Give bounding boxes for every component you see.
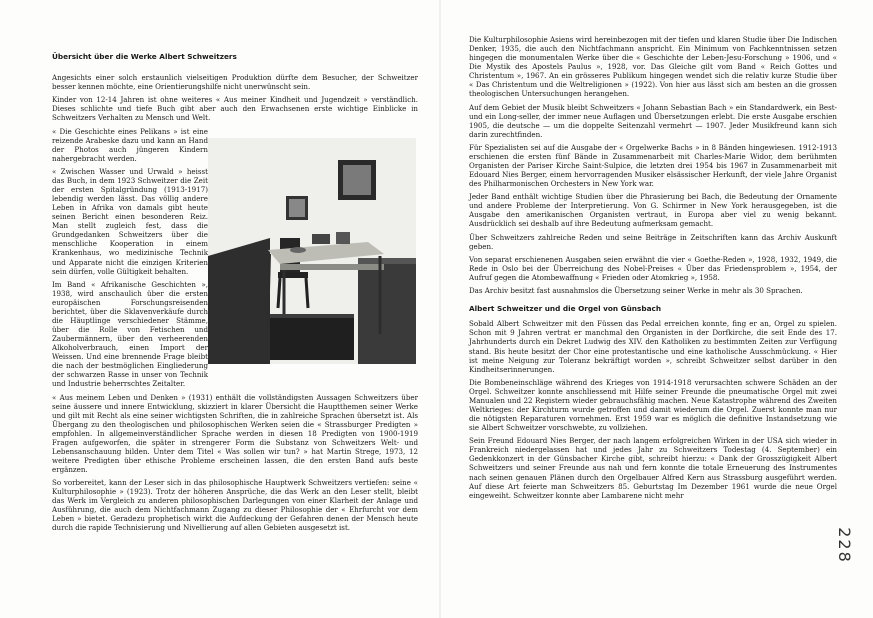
paragraph: « Aus meinem Leben und Denken » (1931) enthält die vollständigsten Aussagen Schweitzers über seine äussere und innere Entwicklung, skizziert in klarer Übersicht die Hauptthemen seiner Werke und gilt mit Recht als eine seiner wichtigsten Schriften, die in zahlreiche Sprachen übersetzt ist. Als Übergang zu den theologischen und philosophischen Werken seien die « Strassburger Predigten » empfohlen. In allgemeinverständlicher Sprache werden in diesen 18 Predigten von 1900-1919 Fragen aufgeworfen, die später in strengerer Form die Substanz von Schweitzers Welt- und Lebensanschauung bilden. Unter dem Titel « Was sollen wir tun? » hat Martin Strege, 1973, 12 weitere Predigten über ethische Probleme erscheinen lassen, die den ersten Band aufs beste ergänzen.	[52, 392, 418, 474]
paragraph: Jeder Band enthält wichtige Studien über die Phrasierung bei Bach, die Bedeutung der Ornamente und andere Probleme der Interpretierung. Von G. Schirmer in New York herausgegeben, ist die Ausgabe den amerikanischen Organisten vertraut, in Europa aber viel zu wenig bekannt. Ausdrücklich sei deshalb auf ihre Bedeutung aufmerksam gemacht.	[469, 192, 837, 229]
paragraph: Sein Freund Edouard Nies Berger, der nach langem erfolgreichen Wirken in der USA sich wieder in Frankreich niedergelassen hat und jedes Jahr zu Schweitzers Todestag (4. September) ein Gedenkkonzert in der Günsbacher Kirche gibt, schreibt hierzu: « Dank der Grosszügigkeit Albert Schweitzers und seiner Freunde aus nah und fern konnte die totale Erneuerung des Instrumentes nach seinen genauen Plänen durch den Orgelbauer Alfred Kern aus Strassburg ausgeführt werden. Auf diese Art feierte man Schweitzers 85. Geburtstag Im Dezember 1961 wurde die neue Orgel eingeweiht. Schweitzer konnte aber Lambarene nicht mehr	[469, 436, 837, 500]
handwritten-page-number: 228	[835, 527, 855, 564]
page-fold	[439, 0, 441, 618]
paragraph: Über Schweitzers zahlreiche Reden und seine Beiträge in Zeitschriften kann das Archiv Auskunft geben.	[469, 232, 837, 251]
paragraph: Sobald Albert Schweitzer mit den Füssen das Pedal erreichen konnte, fing er an, Orgel zu spielen. Schon mit 9 Jahren vertrat er manchmal den Organisten in der Dorfkirche, die seit Ende des 17. Jahrhunderts durch ein Dekret Ludwig des XIV. den Katholiken zu bestimmten Zeiten zur Verfügung stand. Bis heute besitzt der Chor eine protestantische und eine katholische Ausschmückung. « Hier ist meine Neigung zur Toleranz bekräftigt worden », schreibt Schweitzer selbst darüber in den Kindheitserinnerungen.	[469, 319, 837, 374]
paragraph: Für Spezialisten sei auf die Ausgabe der « Orgelwerke Bachs » in 8 Bänden hingewiesen. 1912-1913 erschienen die ersten fünf Bände in Zusammenarbeit mit Charles-Marie Widor, dem berühmten Organisten der Pariser Kirche Saint-Sulpice, die letzten drei 1954 bis 1967 in Zusammenarbeit mit Edouard Nies Berger, einem hervorragenden Musiker elsässischer Herkunft, der viele Jahre Organist des Philharmonischen Orchesters in New York war.	[469, 142, 837, 189]
section-heading-organ: Albert Schweitzer und die Orgel von Günsbach	[469, 304, 662, 314]
paragraph: Die Bombeneinschläge während des Krieges von 1914-1918 verursachten schwere Schäden an der Orgel. Schweitzer konnte anschliessend mit Hilfe seiner Freunde die pneumatische Orgel mit zwei Manualen und 22 Registern wieder gebrauchsfähig machen. Neue Katastrophe während des Zweiten Weltkrieges: der Kirchturm wurde getroffen und damit wiederum die Orgel. Zuerst konnte man nur die nötigsten Reparaturen vornehmen. Erst 1959 war es möglich die definitive Instandsetzung wie sie Albert Schweitzer vorschwebte, zu vollziehen.	[469, 377, 837, 433]
right-column	[469, 35, 837, 504]
desk-photograph	[208, 138, 416, 364]
paragraph: Auf dem Gebiet der Musik bleibt Schweitzers « Johann Sebastian Bach » ein Standardwerk, ein Best- und ein Long-seller, der immer neue Auflagen und Übersetzungen erlebt. Die erste Ausgabe erschien 1905, die deutsche — um die doppelte Seitenzahl vermehrt — 1907. Jeder Musikfreund kann sich darin zurechtfinden.	[469, 102, 837, 139]
paragraph: « Zwischen Wasser und Urwald » heisst das Buch, in dem 1923 Schweitzer die Zeit der ersten Spitalgründung (1913-1917) lebendig werden lässt. Das völlig andere Leben in Afrika von damals gibt heute seinen Bericht einen besonderen Reiz. Man stellt zugleich fest, dass die Grundgedanken Schweitzers über die menschliche Kooperation in einem Krankenhaus, wo medizinische Technik und Apparate nicht die einzigen Kriterien sein dürfen, volle Gültigkeit behalten.	[52, 167, 208, 276]
paragraph: « Die Geschichte eines Pelikans » ist eine reizende Arabeske dazu und kann an Hand der Photos auch jüngeren Kindern nahergebracht werden.	[52, 126, 208, 163]
section-heading-works: Übersicht über die Werke Albert Schweitzers	[52, 52, 237, 61]
paragraph: Im Band « Afrikanische Geschichten », 1938, wird anschaulich über die ersten europäischen Forschungsreisenden berichtet, über die Sklavenverkäufe durch die Häuptlinge verschiedener Stämme, über die Rolle von Fetischen und Zaubermännern, über den verheerenden Alkoholverbrauch, einen Import der Weissen. Und eine brennende Frage bleibt die nach der bestmöglichen Eingliederung der schwarzen Rasse in unser von Technik und Industrie beherrschtes Zeitalter.	[52, 279, 208, 389]
paragraph: Von separat erschienenen Ausgaben seien erwähnt die vier « Goethe-Reden », 1928, 1932, 1949, die Rede in Oslo bei der Überreichung des Nobel-Preises « Über das Friedensproblem », 1954, der Aufruf gegen die Atombewaffnung « Frieden oder Atomkrieg », 1958.	[469, 254, 837, 283]
paragraph: Angesichts einer solch erstaunlich vielseitigen Produktion dürfte dem Besucher, der Schweitzer besser kennen möchte, eine Orientierungshilfe nicht unerwünscht sein.	[52, 73, 418, 92]
paragraph: Kinder von 12-14 Jahren ist ohne weiteres « Aus meiner Kindheit und Jugendzeit » verständlich. Dieses schlichte und tiefe Buch gibt aber auch den Erwachsenen erste wichtige Einblicke in Schweitzers Verhalten zu Mensch und Welt.	[52, 95, 418, 123]
desk-photograph-image	[208, 138, 416, 364]
paragraph: So vorbereitet, kann der Leser sich in das philosophische Hauptwerk Schweitzers vertiefen: seine « Kulturphilosophie » (1923). Trotz der höheren Ansprüche, die das Werk an den Leser stellt, bleibt das Werk im Vergleich zu anderen philosophischen Darlegungen von einer Klarheit der Anlage und Ausführung, die auch dem Nichtfachmann Zugang zu dieser Philosophie der « Ehrfurcht vor dem Leben » bietet. Geradezu prophetisch wirkt die Aufdeckung der Gefahren denen der Mensch heute durch die rapide Technisierung und Nivellierung auf allen Gebieten ausgesetzt ist.	[52, 478, 418, 533]
paragraph: Das Archiv besitzt fast ausnahmslos die Übersetzung seiner Werke in mehr als 30 Sprachen.	[469, 286, 803, 296]
paragraph: Die Kulturphilosophie Asiens wird hereinbezogen mit der tiefen und klaren Studie über Die Indischen Denker, 1935, die auch den Nichtfachmann anspricht. Ein Minimum von Fachkenntnissen setzen hingegen die monumentalen Werke über die « Geschichte der Leben-Jesu-Forschung » 1906, und « Die Mystik des Apostels Paulus », 1928, vor. Das Gleiche gilt vom Band « Reich Gottes und Christentum », 1967. An ein grösseres Publikum hingegen wendet sich die relativ kurze Studie über « Das Christentum und die Weltreligionen » (1922). Von hier aus lässt sich am besten an die grossen theologischen Untersuchungen herangehen.	[469, 35, 837, 99]
